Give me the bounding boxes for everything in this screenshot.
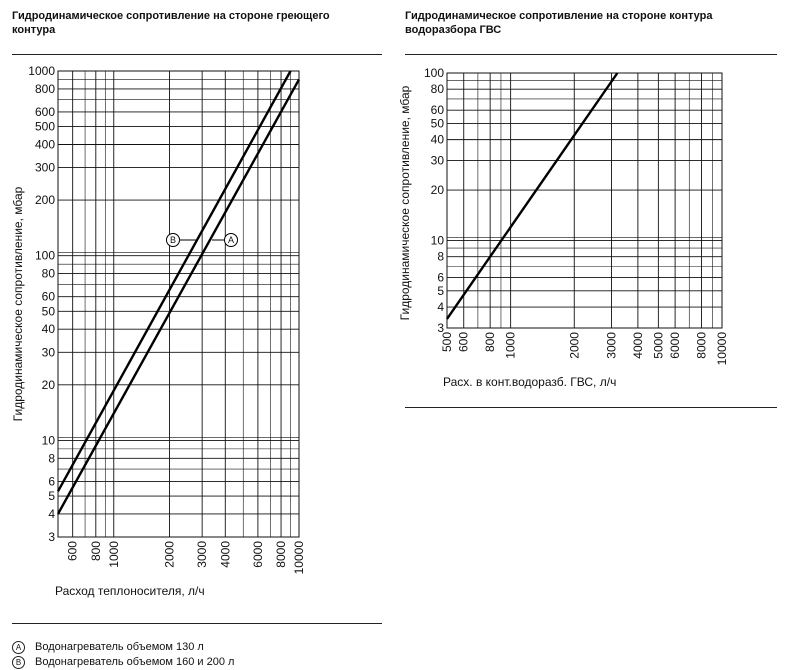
- left-title-line2: контура: [12, 24, 56, 36]
- annotation-label-a: A: [227, 235, 235, 245]
- legend-label-a: Водонагреватель объемом 130 л: [35, 641, 204, 653]
- right-x-tick-label: 600: [456, 332, 471, 353]
- right-y-tick-label: 10: [430, 233, 444, 248]
- right-y-tick-label: 20: [430, 183, 444, 198]
- right-y-tick-label: 100: [423, 66, 444, 80]
- right-y-tick-label: 6: [437, 270, 444, 285]
- legend-label-b: Водонагреватель объемом 160 и 200 л: [35, 656, 235, 668]
- right-y-tick-label: 60: [430, 103, 444, 118]
- left-x-tick-label: 2000: [162, 541, 177, 568]
- right-x-axis-label: Расх. в конт.водоразб. ГВС, л/ч: [443, 375, 617, 389]
- left-x-tick-label: 6000: [250, 541, 265, 568]
- legend-marker-a: A: [12, 641, 25, 654]
- right-x-tick-label: 10000: [715, 332, 729, 366]
- heating-circuit-chart: [0, 0, 390, 610]
- right-x-tick-label: 8000: [694, 332, 709, 359]
- dhw-circuit-chart: [395, 0, 795, 400]
- left-x-tick-label: 600: [65, 541, 80, 562]
- left-y-tick-label: 80: [41, 266, 55, 281]
- left-x-tick-label: 1000: [106, 541, 121, 568]
- right-plot-frame: [447, 73, 722, 328]
- left-y-tick-label: 300: [34, 160, 55, 175]
- left-x-tick-label: 3000: [195, 541, 210, 568]
- right-y-tick-label: 5: [437, 283, 444, 298]
- right-y-tick-label: 50: [430, 116, 444, 131]
- left-y-tick-label: 200: [34, 193, 55, 208]
- left-y-tick-label: 400: [34, 137, 55, 152]
- right-y-tick-label: 3: [437, 321, 444, 335]
- left-y-tick-label: 800: [34, 81, 55, 96]
- right-x-tick-label: 2000: [567, 332, 582, 359]
- right-x-tick-label: 1000: [503, 332, 518, 359]
- legend-divider: [12, 623, 382, 624]
- right-x-tick-label: 500: [440, 332, 454, 353]
- left-y-tick-label: 40: [41, 322, 55, 337]
- left-y-tick-label: 20: [41, 377, 55, 392]
- right-x-tick-label: 800: [483, 332, 498, 353]
- right-y-tick-label: 4: [437, 300, 444, 315]
- right-y-tick-label: 40: [430, 132, 444, 147]
- right-x-tick-label: 5000: [651, 332, 666, 359]
- left-x-tick-label: 4000: [218, 541, 233, 568]
- legend-item-b: [12, 655, 234, 669]
- left-x-tick-label: 8000: [274, 541, 289, 568]
- left-y-tick-label: 3: [48, 530, 55, 544]
- right-title-line2: водоразбора ГВС: [405, 24, 502, 36]
- left-y-tick-label: 4: [48, 506, 55, 521]
- right-y-axis-label: Гидродинамическое сопротивление, мбар: [398, 85, 412, 321]
- legend-item-a: [12, 640, 204, 654]
- right-title-line1: Гидродинамическое сопротивление на стороне контура: [405, 10, 713, 22]
- left-x-axis-label: Расход теплоносителя, л/ч: [55, 584, 205, 598]
- left-plot-frame: [58, 71, 299, 537]
- left-x-tick-label: 10000: [292, 541, 306, 575]
- legend-marker-b: B: [12, 656, 25, 669]
- right-x-tick-label: 6000: [668, 332, 683, 359]
- left-y-tick-label: 6: [48, 474, 55, 489]
- left-y-tick-label: 1000: [28, 64, 55, 78]
- right-y-tick-label: 30: [430, 153, 444, 168]
- right-footer-divider: [405, 407, 777, 408]
- left-y-axis-label: Гидродинамическое сопротивление, мбар: [11, 186, 25, 422]
- right-x-tick-label: 3000: [604, 332, 619, 359]
- right-y-tick-label: 80: [430, 82, 444, 97]
- left-y-tick-label: 10: [41, 433, 55, 448]
- right-x-tick-label: 4000: [630, 332, 645, 359]
- left-y-tick-label: 500: [34, 119, 55, 134]
- left-x-tick-label: 800: [88, 541, 103, 562]
- left-series-line-b: [58, 71, 291, 491]
- left-y-tick-label: 600: [34, 104, 55, 119]
- left-y-tick-label: 5: [48, 489, 55, 504]
- left-y-tick-label: 50: [41, 304, 55, 319]
- left-y-tick-label: 60: [41, 289, 55, 304]
- left-title-line1: Гидродинамическое сопротивление на стороне греющего: [12, 10, 330, 22]
- right-y-tick-label: 8: [437, 249, 444, 264]
- left-y-tick-label: 30: [41, 345, 55, 360]
- left-y-tick-label: 8: [48, 451, 55, 466]
- annotation-label-b: B: [169, 235, 177, 245]
- left-y-tick-label: 100: [34, 248, 55, 263]
